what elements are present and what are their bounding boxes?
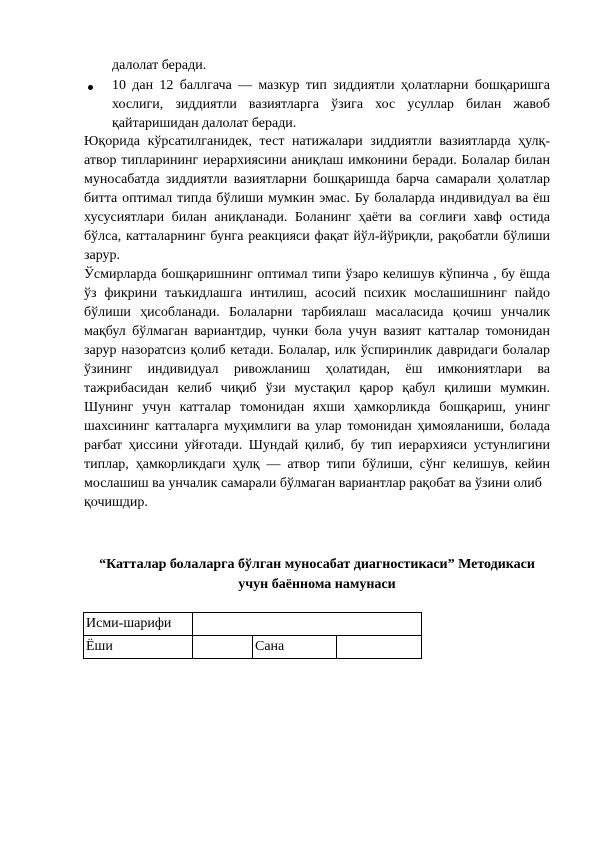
paragraph2-line-13: қочишдир.	[84, 495, 148, 510]
paragraph2-line-5: зарур назоратсиз қолиб кетади. Болалар, илк ўспиринлик давридаги болалар	[84, 343, 550, 358]
bullet-tail-text: далолат беради.	[112, 58, 207, 73]
paragraph2-line-11: типлар, ҳамкорликдаги ҳулқ — атвор типи бўлиши, сўнг келишув, кейин	[84, 457, 550, 472]
paragraph2-line-7: тажрибасидан келиб чиқиб ўзи мустақил қарор қабул қилиши мумкин.	[84, 381, 550, 396]
paragraph2-line-4: мақбул бўлмаган вариантдир, чунки бола учун вазият катталар томонидан	[84, 324, 550, 339]
age-label-cell: Ёши	[84, 636, 193, 659]
bullet-line-3: қайтаришидан далолат беради.	[112, 116, 297, 131]
date-value-field[interactable]	[337, 636, 422, 659]
paragraph2-line-3: бўлиши ҳисобланади. Болаларни тарбиялаш масаласида қочиш унчалик	[84, 305, 550, 320]
paragraph1-line-6: бўлса, катталарнинг бунга реакцияси фақат йўл-йўриқли, рақобатли бўлиши	[84, 229, 550, 244]
age-value-field[interactable]	[193, 636, 253, 659]
bullet-line-2: хослиги, зиддиятли вазиятларга ўзига хос усуллар билан жавоб	[112, 97, 550, 112]
name-label-cell: Исми-шарифи	[84, 613, 193, 636]
form-title-line-1: “Катталар болаларга бўлган муносабат диагностикаси” Методикаси	[99, 557, 535, 572]
paragraph2-line-10: рағбат ҳиссини уйғотади. Шундай қилиб, бу тип иерархияси устунлигини	[84, 438, 550, 453]
table-row	[84, 613, 422, 636]
paragraph1-line-7: зарур.	[84, 248, 121, 263]
name-value-field[interactable]	[193, 613, 422, 636]
paragraph1-line-5: хусусиятлари билан аниқланади. Боланинг ҳаёти ва соғлиғи хавф остида	[84, 210, 550, 225]
date-label-cell: Сана	[253, 636, 337, 659]
paragraph2-line-12: мослашиш ва унчалик самарали бўлмаган вариантлар рақобат ва ўзини олиб	[84, 476, 542, 491]
paragraph2-line-2: ўз фикрини таъкидлашга интилиш, асосий психик мослашишнинг пайдо	[84, 286, 550, 301]
bullet-line-1: 10 дан 12 баллгача — мазкур тип зиддиятли ҳолатларни бошқаришга	[112, 78, 550, 93]
paragraph1-line-3: муносабатда зиддиятли вазиятларни бошқаришда барча самарали ҳолатлар	[84, 172, 550, 187]
paragraph1-line-1: Юқорида кўрсатилганидек, тест натижалари зиддиятли вазиятларда ҳулқ-	[84, 134, 550, 149]
paragraph2-line-9: шахсининг катталарга муҳимлиги ва улар томонидан ҳимояланиши, болада	[84, 419, 550, 434]
bullet-dot-icon	[88, 85, 93, 90]
paragraph2-line-1: Ўсмирларда бошқаришнинг оптимал типи ўзаро келишув кўпинча , бу ёшда	[84, 267, 550, 282]
protocol-form-table	[83, 612, 422, 659]
paragraph2-line-8: Шунинг учун катталар томонидан яхши ҳамкорликда бошқариш, унинг	[84, 400, 550, 415]
form-title-line-2: учун баённома намунаси	[238, 577, 396, 592]
table-row	[84, 636, 422, 659]
paragraph2-line-6: ўзининг индивидуал ривожланиш ҳолатидан, ёш имкониятлари ва	[84, 362, 550, 377]
paragraph1-line-4: битта оптимал типда бўлиши мумкин эмас. Бу болаларда индивидуал ва ёш	[84, 191, 550, 206]
paragraph1-line-2: атвор типларининг иерархиясини аниқлаш имконини беради. Болалар билан	[84, 153, 550, 168]
